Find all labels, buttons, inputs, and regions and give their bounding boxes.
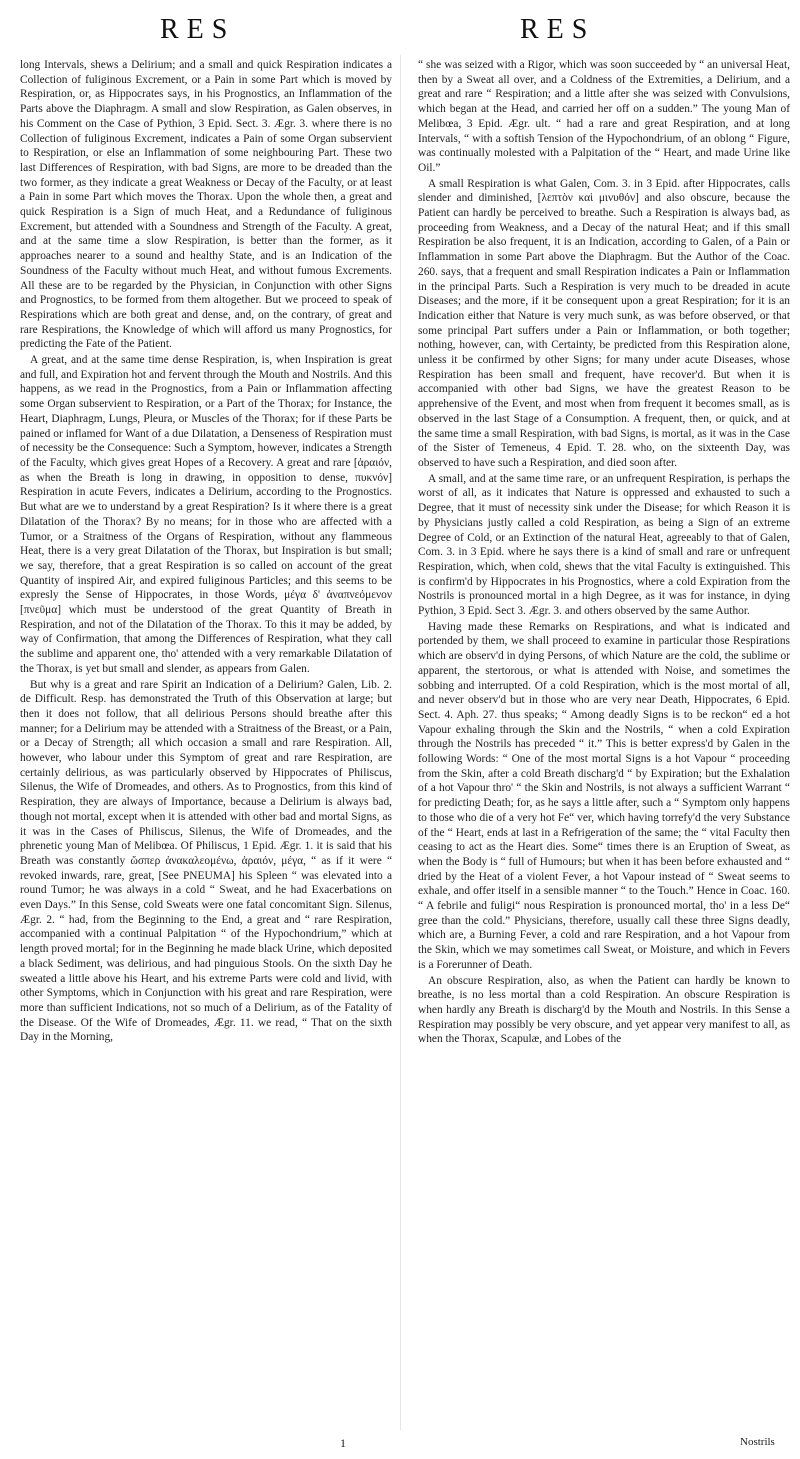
left-running-head: RES [160,14,236,45]
left-column [20,58,392,1046]
paragraph: “ she was seized with a Rigor, which was soon succeeded by “ an universal Heat, then by a Sweat all over, and a Coldness of the Extremities, a Delirium, and a great and rare “ Respiration; and a little after she was seized with Convulsions, which began at the Head, and carried her off on a sudden.” The young Man of Melibœa, 3 Epid. Ægr. ult. “ had a rare and great Respiration, and at long Intervals, “ with a softish Tension of the Hypochondrium, of an oblong “ Figure, was continually molested with a Palpitation of the “ Heart, and made Urine like Oil.” [418,59,790,174]
paragraph: A small, and at the same time rare, or an unfrequent Respiration, is perhaps the worst of all, as it indicates that Nature is oppressed and exhausted to such a Degree, that it must of necessity sink under the Disease; for which Reason it is by Physicians justly called a cold Respiration, as being a Sign of an extreme Degree of Cold, or an Extinction of the natural Heat, agreeably to that of Galen, Com. 3. in 3 Epid. where he says there is a kind of small and rare or unfrequent Respiration, which, when cold, shews that the vital Faculty is extinguished. This is confirm'd by Hippocrates in his Prognostics, where a cold Expiration from the Nostrils is pronounced mortal in a high Degree, as it was for instance, in dying Pythion, 3 Epid. Sect 3. Ægr. 3. and others observed by the same Author. [418,472,790,618]
catchword: Nostrils [740,1436,775,1448]
paragraph: long Intervals, shews a Delirium; and a small and quick Respiration indicates a Collection of fuliginous Excrement, or a Pain in some Part which is moved by Respiration, or, as Hippocrates says, in his Prognostics, an Inflammation of the Parts above the Diaphragm. A small and slow Respiration, as Galen observes, in his Comment on the Case of Pythion, 3 Epid. Sect. 3. Ægr. 3. where there is no Collection of fuliginous Excrement, indicates a Pain of some Organ subservient to Respiration, or else an Inflammation of some neighbouring Part. These two last Differences of Respiration, with bad Signs, are more to be dreaded than the two former, as they indicate a great Weakness or Decay of the Faculty, or at least a Pain in some Part which moves the Thorax. Upon the whole then, a great and quick Respiration is a Sign of much Heat, and a Redundance of fuliginous Excrement, but attended with a Soundness and Strength of the Faculty. A great, and at the same time a slow Respiration, is better than the former, as it approaches nearer to a sound and healthy State, and is an Indication of the Soundness of the Faculty without much Heat, and without fumous Excrements. All these are to be regarded by the Physician, in Conjunction with other Signs and Prognostics, to be formed from them altogether. But we proceed to speak of Respirations which are both great and dense, and, on the contrary, of great and rare Respirations, the Knowledge of which will afford us many Prognostics, for predicting the Fate of the Patient. [20,59,392,351]
paragraph: A great, and at the same time dense Respiration, is, when Inspiration is great and full, and Expiration hot and fervent through the Mouth and Nostrils. And this happens, as we read in the Prognostics, from a Pain or Inflammation affecting some Organ subservient to Respiration, or a Part of the Thorax; for Instance, the Heart, Diaphragm, Lungs, Pleura, or Muscles of the Thorax; for if these Parts be pained or inflamed for Want of a due Dilatation, a Denseness of Respiration must of necessity be the Consequence: Such a Symptom, however, indicates a Strength of the Faculty, which gives great Hopes of a Recovery. A great and rare [ἀραιόν, as when the Breath is long in drawing, in opposition to dense, πυκνόν] Respiration in acute Fevers, indicates a Delirium, according to the Prognostics. But what are we to understand by a great Respiration? Is it where there is a great Dilatation of the Thorax? By no means; for in those who are affected with a Tumor, or a Straitness of the Organs of Respiration, without any flammeous Heat, there is a very great Dilatation of the Thorax, but Inspiration is but small; we say, therefore, that a great Respiration is so called on account of the great Quantity of inspired Air, and expired fuliginous Particles; and this seems to be expresly the Sense of Hippocrates, in those Words, μέγα δ' ἀναπνεόμενον [πνεῦμα] which must be understood of the great Quantity of Breath in Respiration, and not of the Dilatation of the Thorax. To this it may be added, by way of Confirmation, that among the Differences of Respiration, what they call the sublime and apparent one, tho' attended with a very remarkable Dilatation of the Thorax, is yet but small and slender, as appears from Galen. [20,354,392,675]
paragraph: An obscure Respiration, also, as when the Patient can hardly be known to breathe, is no less mortal than a cold Respiration. An obscure Respiration is when hardly any Breath is discharg'd by the Mouth and Nostrils. In this Sense a Respiration may possibly be very obscure, and yet appear very manifest to all, as when the Thorax, Scapulæ, and Lobes of the [418,974,790,1046]
column-gutter [400,55,401,1430]
right-column [418,58,790,1048]
page-folio: 1 [340,1436,346,1450]
paragraph: But why is a great and rare Spirit an Indication of a Delirium? Galen, Lib. 2. de Difficult. Resp. has demonstrated the Truth of this Observation at large; but then it does not follow, that all delirious Persons should breathe after this manner; for a Delirium may be attended with a Straitness of the Breast, or a Pain, or a Decay of Strength; all which occasion a small and rare Respiration. All, however, who labour under this Symptom of great and rare Respiration, are certainly delirious, as was particularly observed by Hippocrates of Philiscus, Silenus, the Wife of Dromeades, and others. As to Prognostics, from this kind of Respiration, they are always of Importance, because a Delirium is always bad, though not mortal, except when it is attended with other bad and mortal Signs, as it was in the Cases of Philiscus, Silenus, the Wife of Dromeades, and the phrenetic young Man of Melibœa. Of Philiscus, 1 Epid. Ægr. 1. it is said that his Breath was constantly ὥσπερ ἀνακαλεομένω, ἀραιόν, μέγα, “ as if it were “ revoked inwards, rare, great, [See PNEUMA] his Spleen “ was elevated into a round Tumor; he was always in a cold “ Sweat, and he had Exacerbations on even Days.” In this Sense, cold Sweats were one fatal concomitant Sign. Silenus, Ægr. 2. “ had, from the Beginning to the End, a great and “ rare Respiration, accompanied with a continual Palpitation “ of the Hypochondrium,” which at length proved mortal; for in the Beginning he made black Urine, which deposited a black Sediment, was delirious, and had pinguious Stools. On the sixth Day he sweated a little above his Heart, and his extreme Parts were cold and livid, with other Symptoms, which in Conjunction with his great and rare Respiration, were more than sufficient Indications, not so much of a Delirium, as of the Fatality of the Disease. Of the Wife of Dromeades, Ægr. 11. we read, “ That on the sixth Day in the Morning, [20,678,392,1044]
paragraph: A small Respiration is what Galen, Com. 3. in 3 Epid. after Hippocrates, calls slender and diminished, [λεπτὸν καὶ μινυθόν] and also obscure, because the Patient can hardly be perceived to breathe. Such a Respiration is always bad, as proceeding from Weakness, and a Decay of the natural Heat; and if this small Respiration be also frequent, it is an Indication, according to Galen, of a Pain or Inflammation in some Part above the Diaphragm. But the Author of the Coac. 260. says, that a frequent and small Respiration indicates a Pain or Inflammation in the principal Parts. Such a Respiration is very much to be dreaded in acute Diseases; and the more, if it be consequent upon a great Respiration; for it is an Indication either that Nature is very much sunk, as was before observed, or that some principal Part suffers under a Pain or Inflammation, or both together; nothing, however, can, with Certainty, be predicted from this Respiration alone, unless it be confirmed by other Signs; for many under acute Diseases, whose Respiration has been small and frequent, have recover'd. But when it is accompanied with other bad Signs, we have the greatest Reason to be apprehensive of the Event, and most when from frequent it becomes small, as is observed in the last Stage of a Consumption. A frequent, then, or quick, and at the same time a small Respiration, with bad Signs, is mortal, as it was in the Case of the Sister of Temeneus, 4 Epid. T. 28. who, on the sixteenth Day, was observed to have such a Respiration, and died soon after. [418,177,790,469]
paragraph: Having made these Remarks on Respirations, and what is indicated and portended by them, we shall proceed to examine in particular those Respirations which are observ'd in dying Persons, of which Nature are the cold, the sublime or apparent, the stertorous, or what is attended with Noise, and sometimes the sobbing and interrupted. Of a cold Respiration, which is the most mortal of all, and never observ'd but in those who are very near Death, Hippocrates, 6 Epid. Sect. 4. Aph. 27. thus speaks; “ Among deadly Signs is to be reckon“ ed a hot Vapour exhaling through the Skin and the Nostrils, “ when a cold Expiration through the Nostrils has preceded “ it.” This is better express'd by Galen in the following Words: “ One of the most mortal Signs is a hot Vapour “ proceeding from the Skin, after a cold Breath discharg'd “ by Expiration; but the Exhalation of a hot Vapour thro' “ the Skin and Nostrils, is not always a sufficient Warrant “ for predicting Death; for, as he says a little after, such a “ Symptom only happens to those who die of a very hot Fe“ ver, which having torrefy'd the very Substance of the “ Heart, ends at last in a Refrigeration of the same; the “ vital Faculty then ceasing to act as the Heart dies. Some“ times there is an Eruption of Sweat, as when the Body is “ full of Humours; but when it has been before exhausted and “ dried by the Heat of a violent Fever, a hot Vapour instead of “ Sweat seems to exhale, and offer itself in a sensible manner “ to the Touch.” Hence in Coac. 160. “ A febrile and fuligi“ nous Respiration is pronounced mortal, tho' in a less De“ gree than the cold.” Physicians, therefore, usually call these three Signs deadly, which are, a Burning Fever, a cold and rare Respiration, and a hot Vapour from the Skin, which we may sometimes call Sweat, or Moisture, and which in Fevers is a Forerunner of Death. [418,620,790,971]
right-running-head: RES [520,14,596,45]
